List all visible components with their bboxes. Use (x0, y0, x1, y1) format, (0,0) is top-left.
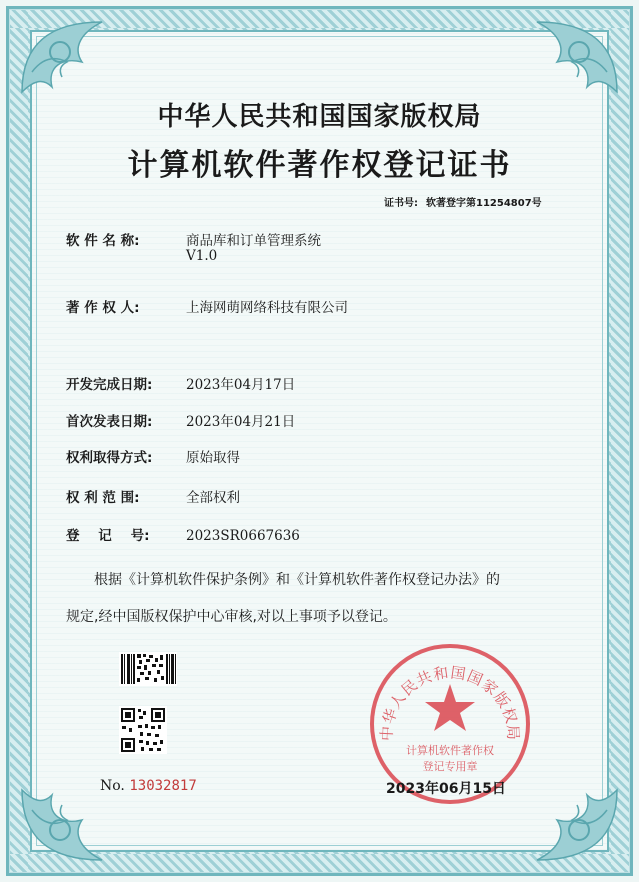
field-label: 软 件 名 称: (66, 233, 140, 249)
serial-number (100, 778, 197, 794)
field-value: 2023年04月21日 (186, 414, 296, 430)
barcode-icon (119, 652, 177, 686)
field-rights-scope (66, 486, 240, 506)
corner-ornament-icon (507, 12, 627, 102)
field-value: 2023SR0667636 (186, 528, 300, 544)
field-registration-number (66, 524, 300, 544)
seal-arc-text: 中华人民共和国国家版权局 (377, 663, 523, 742)
field-value: 全部权利 (186, 490, 240, 506)
statement-line: 规定,经中国版权保护中心审核,对以上事项予以登记。 (66, 609, 397, 625)
issue-date: 2023年06月15日 (386, 781, 506, 797)
field-value: 商品库和订单管理系统 (186, 233, 321, 249)
issuer-title: 中华人民共和国国家版权局 (157, 102, 482, 132)
field-software-version: V1.0 (186, 248, 218, 264)
statement-line: 根据《计算机软件保护条例》和《计算机软件著作权登记办法》的 (94, 572, 500, 588)
field-development-date (66, 373, 295, 393)
field-label: 开发完成日期: (66, 377, 153, 393)
statement-paragraph (66, 562, 576, 636)
corner-ornament-icon (12, 12, 132, 102)
field-value: 2023年04月17日 (186, 377, 296, 393)
field-label: 著 作 权 人: (66, 300, 140, 316)
field-acquisition-method (66, 446, 240, 466)
certificate-number-value: 软著登字第11254807号 (426, 198, 542, 209)
field-label: 权 利 范 围: (66, 490, 140, 506)
certificate-number-label: 证书号: (384, 198, 418, 209)
serial-prefix: No. (100, 778, 125, 794)
certificate-number (384, 194, 542, 209)
field-value: 上海网萌网络科技有限公司 (186, 300, 348, 316)
certificate-title: 计算机软件著作权登记证书 (127, 148, 512, 183)
serial-number-value: 13032817 (129, 778, 197, 794)
field-label: 登 记 号: (66, 528, 150, 544)
qr-code-icon (119, 706, 167, 754)
seal-line1: 计算机软件著作权 (406, 744, 494, 757)
field-copyright-owner (66, 296, 348, 316)
field-software-name (66, 229, 321, 249)
field-value: 原始取得 (186, 450, 240, 466)
field-label: 首次发表日期: (66, 414, 153, 430)
field-label: 权利取得方式: (66, 450, 153, 466)
field-publication-date (66, 410, 295, 430)
seal-line2: 登记专用章 (422, 760, 478, 773)
